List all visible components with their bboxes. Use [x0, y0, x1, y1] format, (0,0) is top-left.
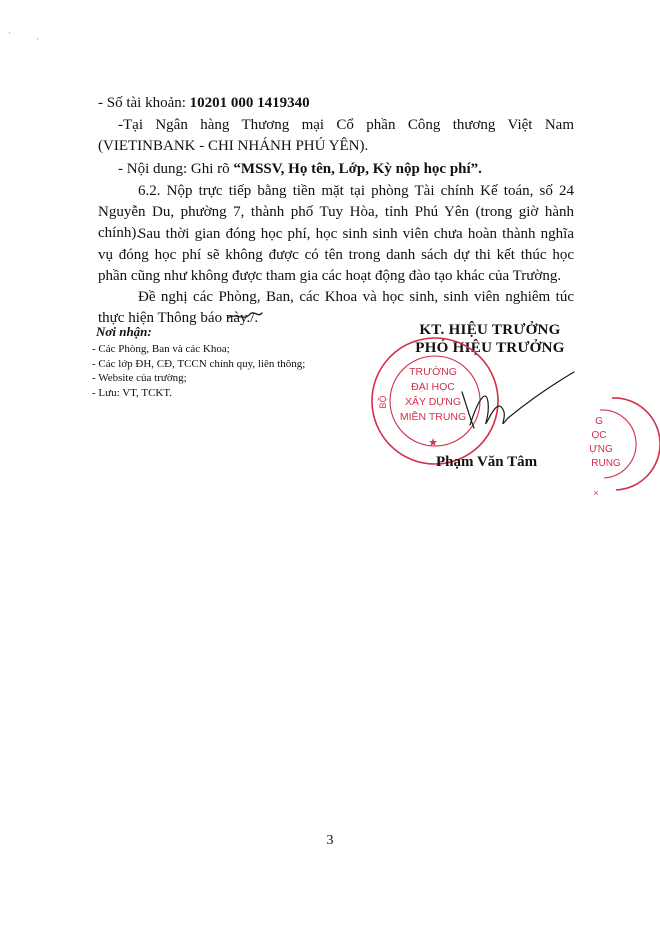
page-number: 3	[326, 833, 334, 848]
signature-title-1: KT. HIỆU TRƯỞNG	[419, 322, 561, 338]
second-seal-star-icon: ×	[593, 488, 599, 498]
bank-line: -Tại Ngân hàng Thương mại Cổ phần Công thương Việt Nam (VIETINBANK - CHI NHÁNH PHÚ YÊN).	[98, 117, 574, 154]
recipient-item: - Website của trường;	[92, 372, 187, 384]
second-seal-fragment: ỌC	[591, 430, 607, 441]
second-seal-fragment: RUNG	[591, 458, 621, 469]
scan-speck: ·	[36, 34, 39, 44]
seal-text-line1: TRƯỜNG	[409, 366, 457, 378]
recipients-title: Nơi nhận:	[96, 324, 152, 339]
account-number: 10201 000 1419340	[189, 95, 310, 111]
recipient-item: - Lưu: VT, TCKT.	[92, 386, 173, 399]
cash-payment-line: 6.2. Nộp trực tiếp bằng tiền mặt tại phòng Tài chính Kế toán, số 24 Nguyễn Du, phường 7, thành phố Tuy Hòa, tỉnh Phú Yên (trong giờ hành chính).	[98, 183, 574, 241]
request-paragraph: Đề nghị các Phòng, Ban, các Khoa và học sinh, sinh viên nghiêm túc thực hiện Thông báo này./.	[98, 289, 574, 326]
second-seal-fragment: ỰNG	[589, 444, 613, 455]
signer-name: Phạm Văn Tâm	[436, 454, 538, 470]
deadline-paragraph: Sau thời gian đóng học phí, học sinh sinh viên chưa hoàn thành nghĩa vụ đóng học phí sẽ không được có tên trong danh sách dự thi kết thúc học phần cũng như không được tham gia các hoạt động đào tạo khác của Trường.	[98, 226, 574, 284]
seal-text-line2: ĐẠI HỌC	[411, 381, 455, 393]
second-seal-fragment: G	[595, 416, 603, 427]
seal-side-text: BỘ	[378, 395, 388, 409]
account-number-line: - Số tài khoản: 10201 000 1419340	[98, 95, 310, 111]
payment-content-line: - Nội dung: Ghi rõ “MSSV, Họ tên, Lớp, Kỳ nộp học phí”.	[118, 161, 482, 177]
recipient-item: - Các Phòng, Ban và các Khoa;	[92, 343, 230, 355]
seal-star-icon: ★	[428, 437, 438, 449]
signature-title-2: PHÓ HIỆU TRƯỞNG	[415, 340, 565, 356]
scan-speck: ·	[8, 28, 11, 38]
seal-text-line4: MIỀN TRUNG	[399, 411, 467, 423]
initials-signature	[228, 313, 262, 318]
recipient-item: - Các lớp ĐH, CĐ, TCCN chính quy, liên thông;	[92, 357, 306, 370]
handwritten-signature	[462, 372, 574, 428]
payment-content-value: “MSSV, Họ tên, Lớp, Kỳ nộp học phí”.	[233, 161, 482, 177]
seal-text-line3: XÂY DỰNG	[404, 396, 462, 408]
